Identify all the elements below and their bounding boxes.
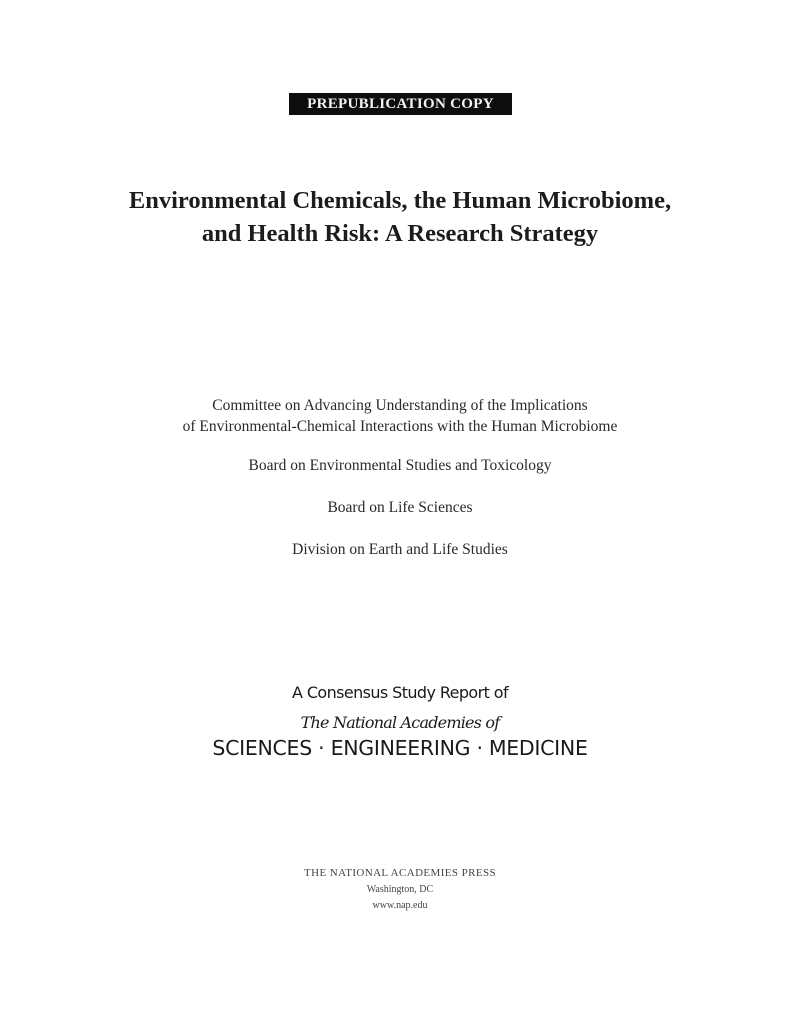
consensus-report-label: A Consensus Study Report of (292, 683, 508, 702)
title-line-2: and Health Risk: A Research Strategy (201, 220, 599, 247)
board-life-sciences: Board on Life Sciences (327, 499, 473, 516)
prepublication-copy-banner: PREPUBLICATION COPY (289, 93, 512, 115)
document-title (0, 184, 800, 250)
board-environmental-studies: Board on Environmental Studies and Toxicology (248, 457, 552, 474)
national-academies-label: The National Academies of (300, 713, 500, 732)
division-earth-life-studies: Division on Earth and Life Studies (292, 541, 508, 558)
publisher-name: THE NATIONAL ACADEMIES PRESS (304, 867, 496, 879)
title-line-1: Environmental Chemicals, the Human Microbiome, (128, 187, 672, 214)
academies-disciplines-logo: SCIENCES · ENGINEERING · MEDICINE (212, 736, 588, 760)
committee-name-line-1: Committee on Advancing Understanding of the Implications (212, 397, 588, 414)
publisher-url: www.nap.edu (372, 900, 428, 911)
committee-name-line-2: of Environmental-Chemical Interactions with the Human Microbiome (182, 418, 618, 435)
publisher-city: Washington, DC (366, 884, 434, 895)
